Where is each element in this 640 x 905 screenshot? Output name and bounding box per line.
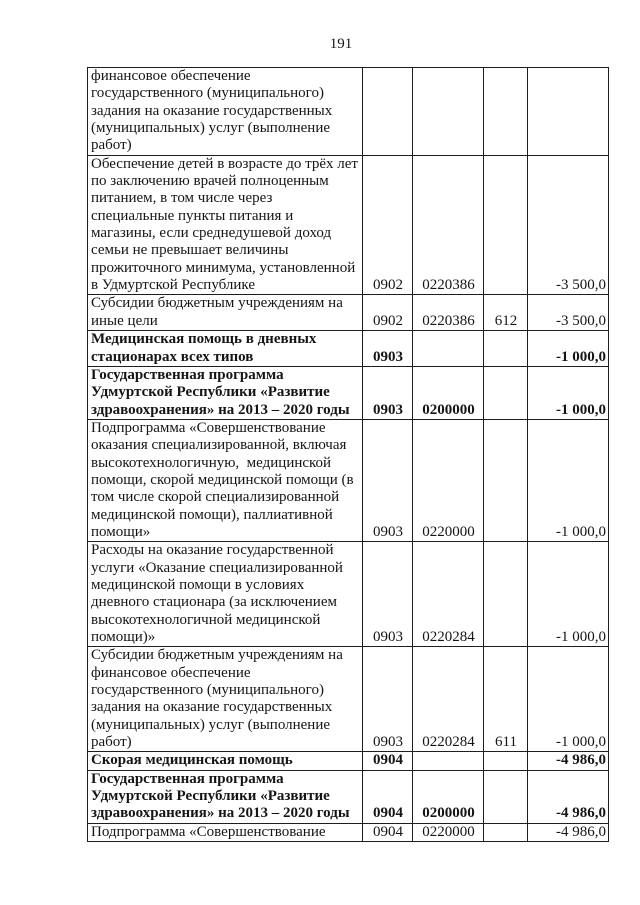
amount-cell bbox=[528, 68, 609, 156]
description-line: прожиточного минимума, установленной bbox=[91, 259, 356, 276]
section-code-cell: 0903 bbox=[363, 542, 413, 647]
description-line: работ) bbox=[91, 734, 132, 751]
section-code-cell: 0904 bbox=[363, 823, 413, 841]
row-description bbox=[88, 155, 363, 295]
amount-cell: -3 500,0 bbox=[528, 155, 609, 295]
table-row bbox=[88, 647, 609, 752]
expense-type-cell bbox=[484, 542, 528, 647]
row-description bbox=[88, 366, 363, 419]
expense-type-cell bbox=[484, 331, 528, 367]
section-code-cell bbox=[363, 68, 413, 156]
table-row bbox=[88, 366, 609, 419]
amount-cell: -1 000,0 bbox=[528, 419, 609, 541]
target-article-cell: 0220386 bbox=[413, 295, 484, 331]
description-line: магазины, если среднедушевой доход bbox=[91, 225, 332, 242]
table-row bbox=[88, 770, 609, 823]
table-row bbox=[88, 68, 609, 156]
description-line: Подпрограмма «Совершенствование bbox=[91, 419, 326, 436]
target-article-cell bbox=[413, 331, 484, 367]
table-row bbox=[88, 823, 609, 841]
target-article-cell bbox=[413, 752, 484, 770]
expense-type-cell bbox=[484, 770, 528, 823]
row-description bbox=[88, 823, 363, 841]
table-row bbox=[88, 752, 609, 770]
page-number: 191 bbox=[329, 36, 353, 52]
description-line: Государственная программа bbox=[91, 770, 284, 787]
row-description bbox=[88, 770, 363, 823]
amount-cell: -3 500,0 bbox=[528, 295, 609, 331]
description-line: Удмуртской Республики «Развитие bbox=[91, 788, 330, 805]
description-line: Медицинская помощь в дневных bbox=[91, 331, 317, 348]
expense-type-cell bbox=[484, 823, 528, 841]
description-line: Скорая медицинская помощь bbox=[91, 752, 293, 769]
target-article-cell: 0220386 bbox=[413, 155, 484, 295]
section-code-cell: 0904 bbox=[363, 752, 413, 770]
section-code-cell: 0903 bbox=[363, 647, 413, 752]
target-article-cell: 0200000 bbox=[413, 366, 484, 419]
section-code-cell: 0903 bbox=[363, 366, 413, 419]
description-line: Субсидии бюджетным учреждениям на bbox=[91, 295, 343, 312]
description-line: том числе скорой специализированной bbox=[91, 489, 340, 506]
target-article-cell: 0220284 bbox=[413, 647, 484, 752]
section-code-cell: 0902 bbox=[363, 155, 413, 295]
target-article-cell bbox=[413, 68, 484, 156]
target-article-cell: 0220000 bbox=[413, 823, 484, 841]
description-line: помощи)» bbox=[91, 629, 156, 645]
description-line: услуги «Оказание специализированной bbox=[91, 559, 343, 576]
expense-type-cell: 611 bbox=[484, 647, 528, 752]
description-line: финансовое обеспечение bbox=[91, 664, 251, 681]
description-line: медицинской помощи), паллиативной bbox=[91, 506, 333, 523]
expense-type-cell bbox=[484, 155, 528, 295]
description-line: государственного (муниципального) bbox=[91, 682, 324, 699]
budget-table bbox=[87, 67, 609, 842]
description-line: Расходы на оказание государственной bbox=[91, 542, 334, 559]
description-line: высокотехнологичной медицинской bbox=[91, 611, 321, 628]
description-line: здравоохранения» на 2013 – 2020 годы bbox=[91, 401, 350, 418]
table-row bbox=[88, 295, 609, 331]
description-line: высокотехнологичную, медицинской bbox=[91, 454, 332, 471]
description-line: в Удмуртской Республике bbox=[91, 277, 255, 294]
description-line: Подпрограмма «Совершенствование bbox=[91, 823, 326, 840]
description-line: государственного (муниципального) bbox=[91, 85, 324, 102]
section-code-cell: 0902 bbox=[363, 295, 413, 331]
description-line: задания на оказание государственных bbox=[91, 699, 333, 716]
table-row bbox=[88, 331, 609, 367]
amount-cell: -4 986,0 bbox=[528, 752, 609, 770]
description-line: (муниципальных) услуг (выполнение bbox=[91, 120, 331, 137]
target-article-cell: 0220284 bbox=[413, 542, 484, 647]
description-line: медицинской помощи в условиях bbox=[91, 576, 305, 593]
row-description bbox=[88, 542, 363, 647]
section-code-cell: 0903 bbox=[363, 419, 413, 541]
table-row bbox=[88, 419, 609, 541]
description-line: Удмуртской Республики «Развитие bbox=[91, 384, 330, 401]
row-description bbox=[88, 295, 363, 331]
description-line: помощи, скорой медицинской помощи (в bbox=[91, 471, 354, 488]
amount-cell: -4 986,0 bbox=[528, 823, 609, 841]
expense-type-cell bbox=[484, 366, 528, 419]
expense-type-cell: 612 bbox=[484, 295, 528, 331]
amount-cell: -1 000,0 bbox=[528, 366, 609, 419]
description-line: финансовое обеспечение bbox=[91, 68, 251, 84]
row-description bbox=[88, 647, 363, 752]
description-line: оказания специализированной, включая bbox=[91, 437, 347, 454]
description-line: иные цели bbox=[91, 312, 158, 329]
table-body bbox=[88, 68, 609, 842]
table-row bbox=[88, 155, 609, 295]
amount-cell: -4 986,0 bbox=[528, 770, 609, 823]
description-line: (муниципальных) услуг (выполнение bbox=[91, 716, 331, 733]
description-line: здравоохранения» на 2013 – 2020 годы bbox=[91, 805, 350, 822]
description-line: по заключению врачей полноценным bbox=[91, 173, 329, 190]
description-line: задания на оказание государственных bbox=[91, 102, 333, 119]
description-line: стационарах всех типов bbox=[91, 348, 254, 365]
description-line: дневного стационара (за исключением bbox=[91, 594, 337, 611]
expense-type-cell bbox=[484, 68, 528, 156]
amount-cell: -1 000,0 bbox=[528, 331, 609, 367]
row-description bbox=[88, 331, 363, 367]
description-line: специальные пункты питания и bbox=[91, 207, 294, 224]
row-description bbox=[88, 68, 363, 156]
description-line: работ) bbox=[91, 137, 132, 154]
description-line: семьи не превышает величины bbox=[91, 242, 289, 259]
expense-type-cell bbox=[484, 419, 528, 541]
description-line: питанием, в том числе через bbox=[91, 190, 273, 207]
section-code-cell: 0904 bbox=[363, 770, 413, 823]
description-line: Обеспечение детей в возрасте до трёх лет bbox=[91, 155, 358, 172]
table-row bbox=[88, 542, 609, 647]
row-description bbox=[88, 752, 363, 770]
description-line: Субсидии бюджетным учреждениям на bbox=[91, 647, 343, 664]
description-line: Государственная программа bbox=[91, 366, 284, 383]
target-article-cell: 0220000 bbox=[413, 419, 484, 541]
expense-type-cell bbox=[484, 752, 528, 770]
amount-cell: -1 000,0 bbox=[528, 647, 609, 752]
row-description bbox=[88, 419, 363, 541]
section-code-cell: 0903 bbox=[363, 331, 413, 367]
description-line: помощи» bbox=[91, 523, 151, 540]
target-article-cell: 0200000 bbox=[413, 770, 484, 823]
amount-cell: -1 000,0 bbox=[528, 542, 609, 647]
